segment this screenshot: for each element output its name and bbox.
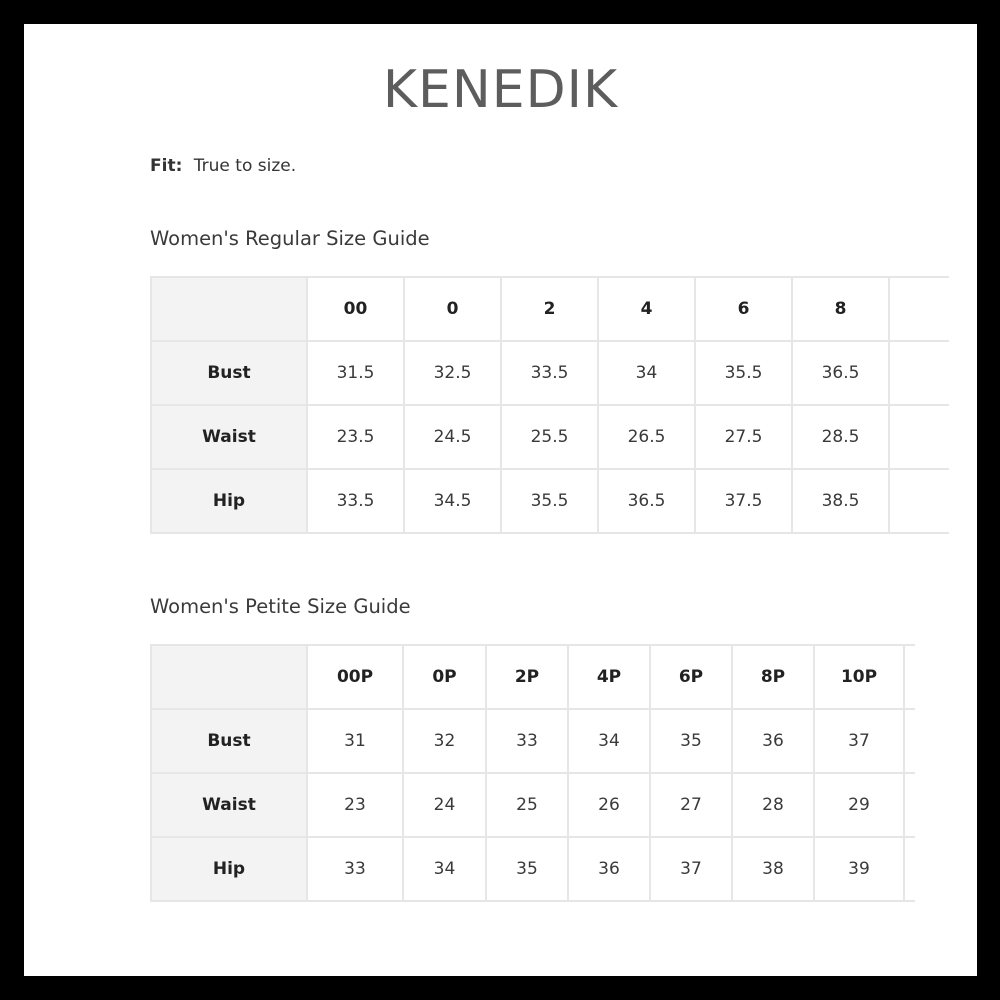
measurement-label: Hip: [151, 469, 307, 533]
table-cell: 33: [307, 837, 403, 901]
size-column-header: 4: [598, 277, 695, 341]
size-column-header: 8: [792, 277, 889, 341]
size-column-header: 6: [695, 277, 792, 341]
size-column-header: 00P: [307, 645, 403, 709]
table-cell: 36.5: [792, 341, 889, 405]
table-cell: 39: [814, 837, 904, 901]
table-cell: 26.5: [598, 405, 695, 469]
table-cell: [904, 709, 915, 773]
table-cell: 37: [650, 837, 732, 901]
table-row: [151, 709, 915, 773]
size-column-header: 6P: [650, 645, 732, 709]
table-cell: 32.5: [404, 341, 501, 405]
size-column-header: 2: [501, 277, 598, 341]
table-cell: 28.5: [792, 405, 889, 469]
table-cell: 33: [486, 709, 568, 773]
table-cell: 31: [307, 709, 403, 773]
regular-guide-title: Women's Regular Size Guide: [150, 227, 430, 250]
size-column-header: [889, 277, 949, 341]
fit-label: Fit:: [150, 156, 183, 176]
table-cell: 34: [598, 341, 695, 405]
table-row: [151, 341, 949, 405]
table-cell: 37.5: [695, 469, 792, 533]
brand-logo: KENEDIK: [382, 60, 619, 120]
table-corner: [151, 645, 307, 709]
table-cell: 26: [568, 773, 650, 837]
table-cell: 27.5: [695, 405, 792, 469]
table-row: [151, 405, 949, 469]
size-column-header: [904, 645, 915, 709]
measurement-label: Waist: [151, 405, 307, 469]
regular-size-table: [150, 276, 949, 534]
table-row: [151, 837, 915, 901]
size-column-header: 0: [404, 277, 501, 341]
table-cell: 24.5: [404, 405, 501, 469]
size-column-header: 4P: [568, 645, 650, 709]
measurement-label: Bust: [151, 709, 307, 773]
size-column-header: 0P: [403, 645, 486, 709]
table-cell: 24: [403, 773, 486, 837]
table-cell: 35: [486, 837, 568, 901]
table-cell: 33.5: [501, 341, 598, 405]
table-row: [151, 469, 949, 533]
table-cell: 28: [732, 773, 814, 837]
petite-size-table: [150, 644, 915, 902]
table-cell: 37: [814, 709, 904, 773]
table-corner: [151, 277, 307, 341]
size-header-row: [151, 277, 949, 341]
table-cell: 34: [568, 709, 650, 773]
table-cell: [889, 405, 949, 469]
measurement-label: Hip: [151, 837, 307, 901]
size-column-header: 2P: [486, 645, 568, 709]
size-column-header: 8P: [732, 645, 814, 709]
size-chart-sheet: [24, 24, 977, 976]
size-column-header: 10P: [814, 645, 904, 709]
table-cell: 34: [403, 837, 486, 901]
table-cell: 31.5: [307, 341, 404, 405]
table-cell: 25.5: [501, 405, 598, 469]
table-cell: 34.5: [404, 469, 501, 533]
table-cell: 27: [650, 773, 732, 837]
table-cell: [889, 341, 949, 405]
size-column-header: 00: [307, 277, 404, 341]
table-cell: 29: [814, 773, 904, 837]
table-cell: 33.5: [307, 469, 404, 533]
table-cell: 35.5: [501, 469, 598, 533]
size-header-row: [151, 645, 915, 709]
table-cell: 38.5: [792, 469, 889, 533]
fit-value: True to size.: [193, 156, 297, 176]
table-cell: 36: [732, 709, 814, 773]
table-cell: 25: [486, 773, 568, 837]
table-cell: 32: [403, 709, 486, 773]
measurement-label: Waist: [151, 773, 307, 837]
petite-guide-title: Women's Petite Size Guide: [150, 595, 411, 618]
table-cell: 36: [568, 837, 650, 901]
table-cell: 35: [650, 709, 732, 773]
table-cell: 23: [307, 773, 403, 837]
table-cell: 38: [732, 837, 814, 901]
measurement-label: Bust: [151, 341, 307, 405]
table-cell: 36.5: [598, 469, 695, 533]
fit-note: [150, 156, 296, 176]
table-cell: [904, 837, 915, 901]
table-row: [151, 773, 915, 837]
table-cell: [904, 773, 915, 837]
table-cell: [889, 469, 949, 533]
table-cell: 23.5: [307, 405, 404, 469]
table-cell: 35.5: [695, 341, 792, 405]
